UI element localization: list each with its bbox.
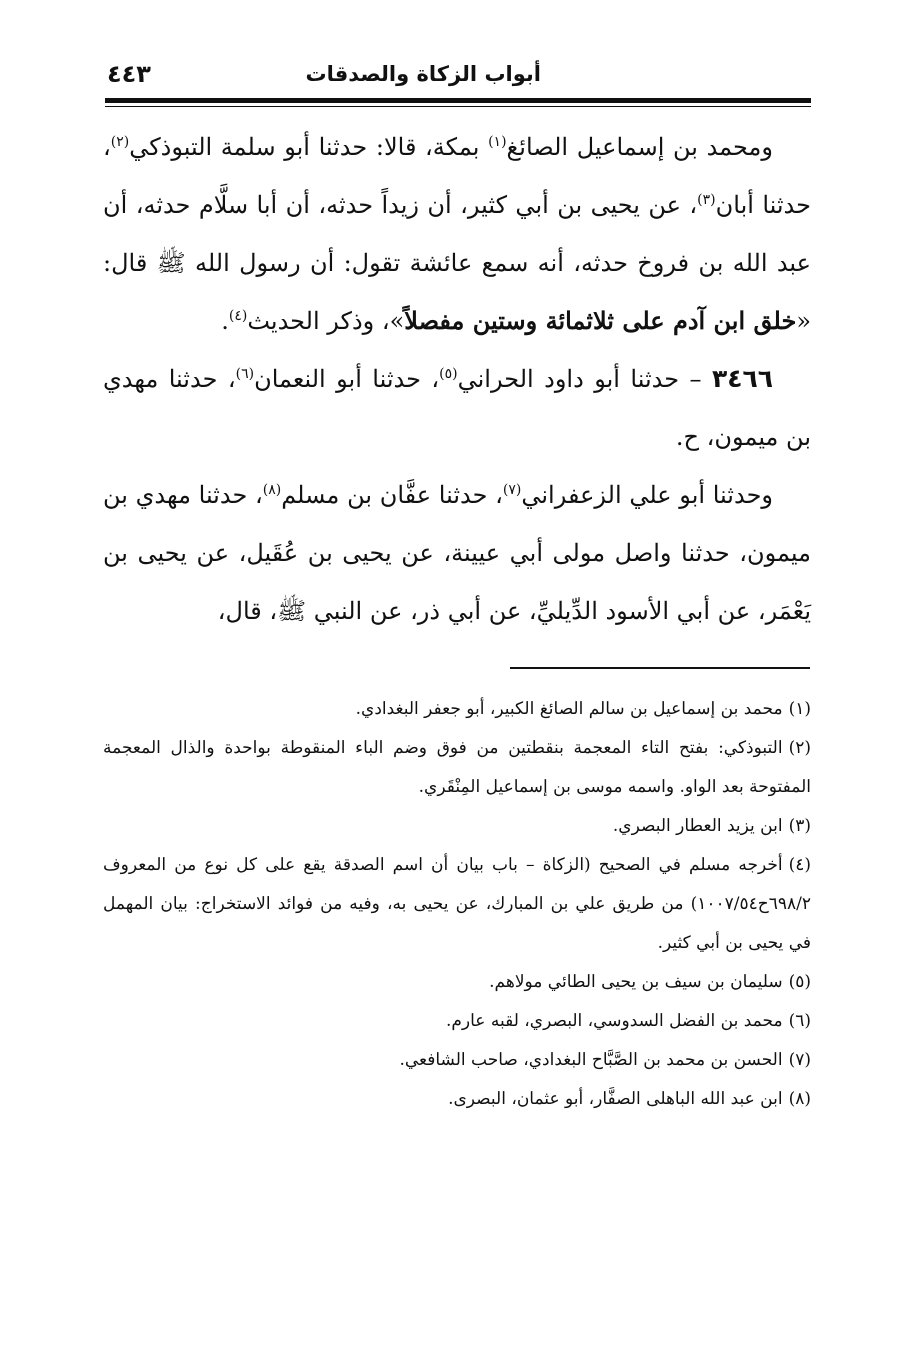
text-segment: ، حدثنا مهدي بن ميمون، ح.: [103, 365, 811, 451]
footnotes: [103, 690, 811, 1119]
text-segment: ، حدثنا أبو النعمان: [254, 365, 440, 393]
text-segment: ومحمد بن إسماعيل الصائغ: [506, 133, 773, 161]
text-segment: »، وذكر الحديث: [247, 307, 405, 335]
footnote-ref: (٦): [235, 366, 255, 382]
footnote-ref: (٨): [262, 482, 282, 498]
main-text: [103, 118, 811, 640]
footnote-ref: (٥): [439, 366, 458, 382]
page-number: ٤٤٣: [107, 60, 151, 88]
footnote-text: ابن يزيد العطار البصري.: [612, 816, 783, 836]
footnote-5: [103, 963, 811, 1002]
text-segment: .: [221, 307, 229, 335]
paragraph-3: [103, 466, 811, 640]
footnote-2: [103, 729, 811, 807]
text-segment: ، حدثنا مهدي بن ميمون، حدثنا واصل مولى أبي عيينة، عن يحيى بن عُقَيل، عن يحيى بن يَعْمَر، عن أبي الأسود الدِّيليِّ، عن أبي ذر، عن النبي ﷺ، قال،: [103, 481, 811, 625]
footnote-label: (٤): [788, 855, 811, 875]
text-segment: ، حدثنا عفَّان بن مسلم: [281, 481, 503, 509]
text-segment: – حدثنا أبو داود الحراني: [457, 365, 712, 393]
paragraph-2: [103, 350, 811, 466]
footnote-text: الحسن بن محمد بن الصَّبَّاح البغدادي، صاحب الشافعي.: [399, 1050, 783, 1070]
text-segment: ، عن يحيى بن أبي كثير، أن زيداً حدثه، أن أبا سلَّام حدثه، أن عبد الله بن فروخ حدثه، أنه سمع عائشة تقول: أن رسول الله ﷺ قال: «: [103, 191, 811, 335]
footnote-text: سليمان بن سيف بن يحيى الطائي مولاهم.: [489, 972, 783, 992]
footnote-7: [103, 1041, 811, 1080]
footnote-text: ابن عبد الله الباهلى الصفَّار، أبو عثمان، البصرى.: [448, 1089, 783, 1109]
running-header: [105, 62, 811, 96]
footnote-text: التبوذكي: بفتح التاء المعجمة بنقطتين من فوق وضم الباء المنقوطة بواحدة والذال المعجمة المفتوحة بعد الواو. واسمه موسى بن إسماعيل المِنْقَري.: [103, 738, 811, 797]
header-rule-thin: [105, 106, 811, 107]
footnote-label: (٦): [788, 1011, 811, 1031]
hadith-quote: خلق ابن آدم على ثلاثمائة وستين مفصلاً: [404, 306, 797, 335]
header-rule-thick: [105, 98, 811, 103]
footnote-text: محمد بن الفضل السدوسي، البصري، لقبه عارم.: [445, 1011, 783, 1031]
footnote-6: [103, 1002, 811, 1041]
text-segment: بمكة، قالا: حدثنا أبو سلمة التبوذكي: [129, 133, 489, 161]
footnote-label: (١): [788, 699, 811, 719]
running-title: أبواب الزكاة والصدقات: [305, 62, 541, 86]
footnote-ref: (١): [488, 134, 507, 150]
footnote-label: (٣): [788, 816, 811, 836]
footnote-ref: (٤): [228, 308, 248, 324]
text-segment: وحدثنا أبو علي الزعفراني: [521, 481, 773, 509]
hadith-number: ٣٤٦٦: [711, 364, 773, 393]
footnote-8: [103, 1080, 811, 1119]
footnote-label: (٧): [788, 1050, 811, 1070]
footnote-separator: [510, 667, 810, 669]
footnote-1: [103, 690, 811, 729]
footnote-label: (٥): [788, 972, 811, 992]
footnote-ref: (٧): [502, 482, 522, 498]
footnote-label: (٨): [788, 1089, 811, 1109]
paragraph-1: [103, 118, 811, 350]
text-segment: ، حدثنا أبان: [103, 133, 811, 219]
footnote-text: أخرجه مسلم في الصحيح (الزكاة – باب بيان أن اسم الصدقة يقع على كل نوع من المعروف ٦٩٨/٢ح١٠٠٧/٥٤) من طريق علي بن المبارك، عن يحيى به، وفيه من فوائد الاستخراج: بيان المهمل في يحيى بن أبي كثير.: [103, 855, 811, 953]
footnote-ref: (٢): [110, 134, 130, 150]
footnote-4: [103, 846, 811, 963]
footnote-text: محمد بن إسماعيل بن سالم الصائغ الكبير، أبو جعفر البغدادي.: [355, 699, 783, 719]
footnote-ref: (٣): [697, 192, 716, 208]
footnote-3: [103, 807, 811, 846]
footnote-label: (٢): [788, 738, 811, 758]
